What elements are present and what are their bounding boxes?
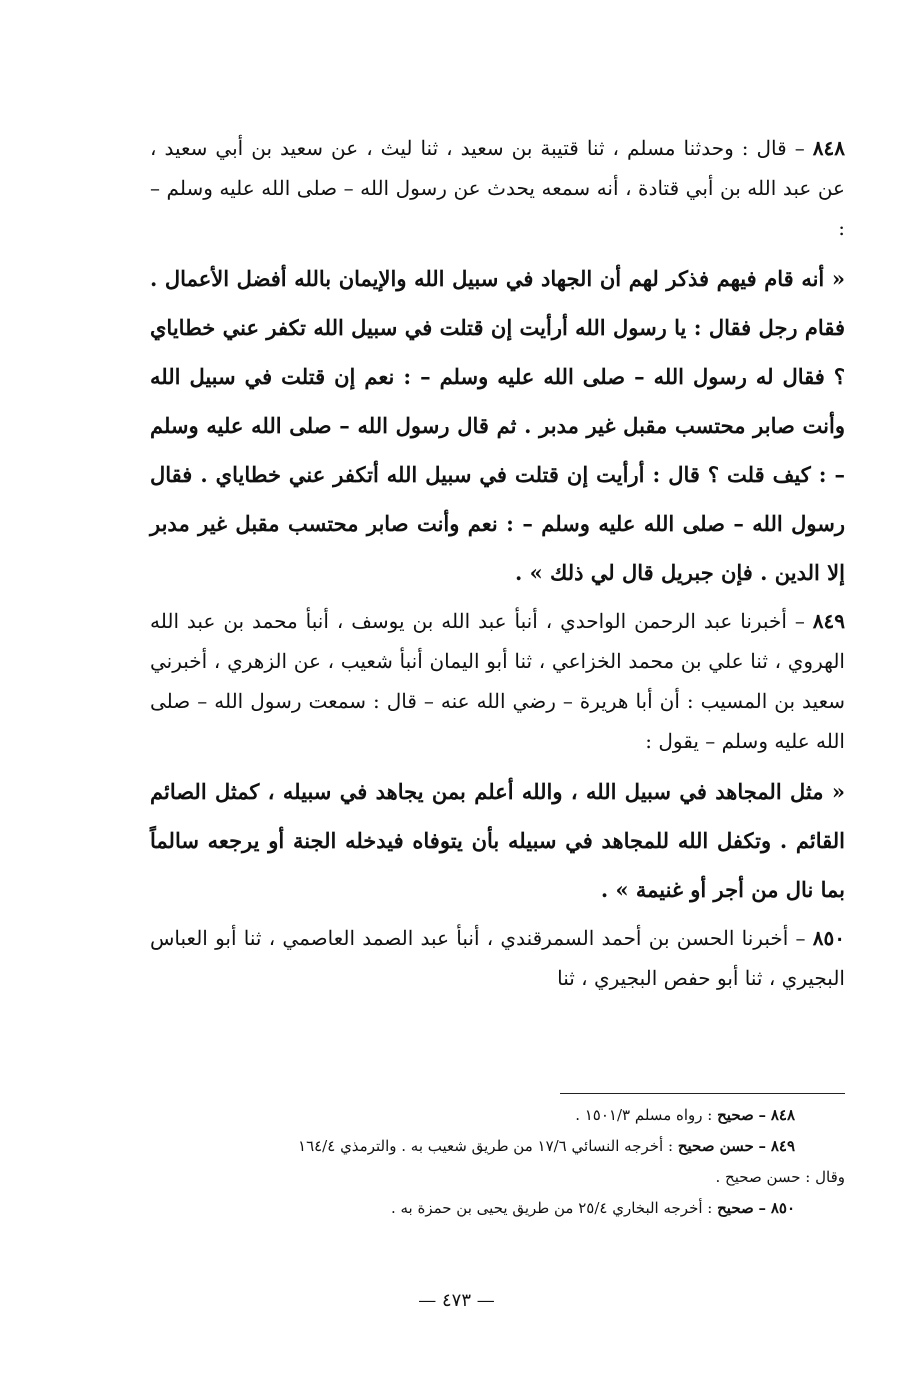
hadith-848-text: « أنه قام فيهم فذكر لهم أن الجهاد في سبيل الله والإيمان بالله أفضل الأعمال . فقام رجل فقال : يا رسول الله أرأيت إن قتلت في سبيل الله تكفر عني خطاياي ؟ فقال له رسول الله – صلى الله عليه وسلم – : نعم إن قتلت في سبيل الله وأنت صابر محتسب مقبل غير مدبر . ثم قال رسول الله – صلى الله عليه وسلم – : كيف قلت ؟ قال : أرأيت إن قتلت في سبيل الله أتكفر عني خطاياي . فقال رسول الله – صلى الله عليه وسلم – : نعم وأنت صابر محتسب مقبل غير مدبر إلا الدين . فإن جبريل قال لي ذلك » . bbox=[150, 266, 845, 585]
page-number: — ٤٧٣ — bbox=[418, 1290, 495, 1311]
hadith-849-text: « مثل المجاهد في سبيل الله ، والله أعلم بمن يجاهد في سبيله ، كمثل الصائم القائم . وتكفل الله للمجاهد في سبيله بأن يتوفاه فيدخله الجنة أو يرجعه سالماً بما نال من أجر أو غنيمة » . bbox=[150, 779, 845, 902]
hadith-848-chain: ٨٤٨ – قال : وحدثنا مسلم ، ثنا قتيبة بن سعيد ، ثنا ليث ، عن سعيد بن أبي سعيد ، عن عبد الله بن أبي قتادة ، أنه سمعه يحدث عن رسول الله – صلى الله عليه وسلم – : bbox=[150, 136, 846, 240]
footnote-divider bbox=[560, 1093, 845, 1094]
hadith-848-number: ٨٤٨ bbox=[812, 136, 846, 160]
hadith-849-chain: ٨٤٩ – أخبرنا عبد الرحمن الواحدي ، أنبأ عبد الله بن يوسف ، أنبأ محمد بن عبد الله الهروي ، ثنا علي بن محمد الخزاعي ، ثنا أبو اليمان أنبأ شعيب ، عن الزهري ، أخبرني سعيد بن المسيب : أن أبا هريرة – رضي الله عنه – قال : سمعت رسول الله – صلى الله عليه وسلم – يقول : bbox=[150, 609, 846, 753]
hadith-850-chain: ٨٥٠ – أخبرنا الحسن بن أحمد السمرقندي ، أنبأ عبد الصمد العاصمي ، ثنا أبو العباس البجيري ، ثنا أبو حفص البجيري ، ثنا bbox=[150, 926, 846, 990]
footnote-849-continuation: وقال : حسن صحيح . bbox=[715, 1168, 845, 1186]
hadith-850-number: ٨٥٠ bbox=[812, 926, 846, 950]
footnotes bbox=[100, 1100, 845, 1224]
footnote-849: ٨٤٩ – حسن صحيح : أخرجه النسائي ١٧/٦ من طريق شعيب به . والترمذي ١٦٤/٤ bbox=[298, 1137, 795, 1155]
main-text bbox=[150, 128, 845, 998]
footnote-850: ٨٥٠ – صحيح : أخرجه البخاري ٢٥/٤ من طريق يحيى بن حمزة به . bbox=[390, 1199, 795, 1217]
footnote-848: ٨٤٨ – صحيح : رواه مسلم ١٥٠١/٣ . bbox=[575, 1106, 795, 1124]
hadith-849-number: ٨٤٩ bbox=[812, 609, 846, 633]
